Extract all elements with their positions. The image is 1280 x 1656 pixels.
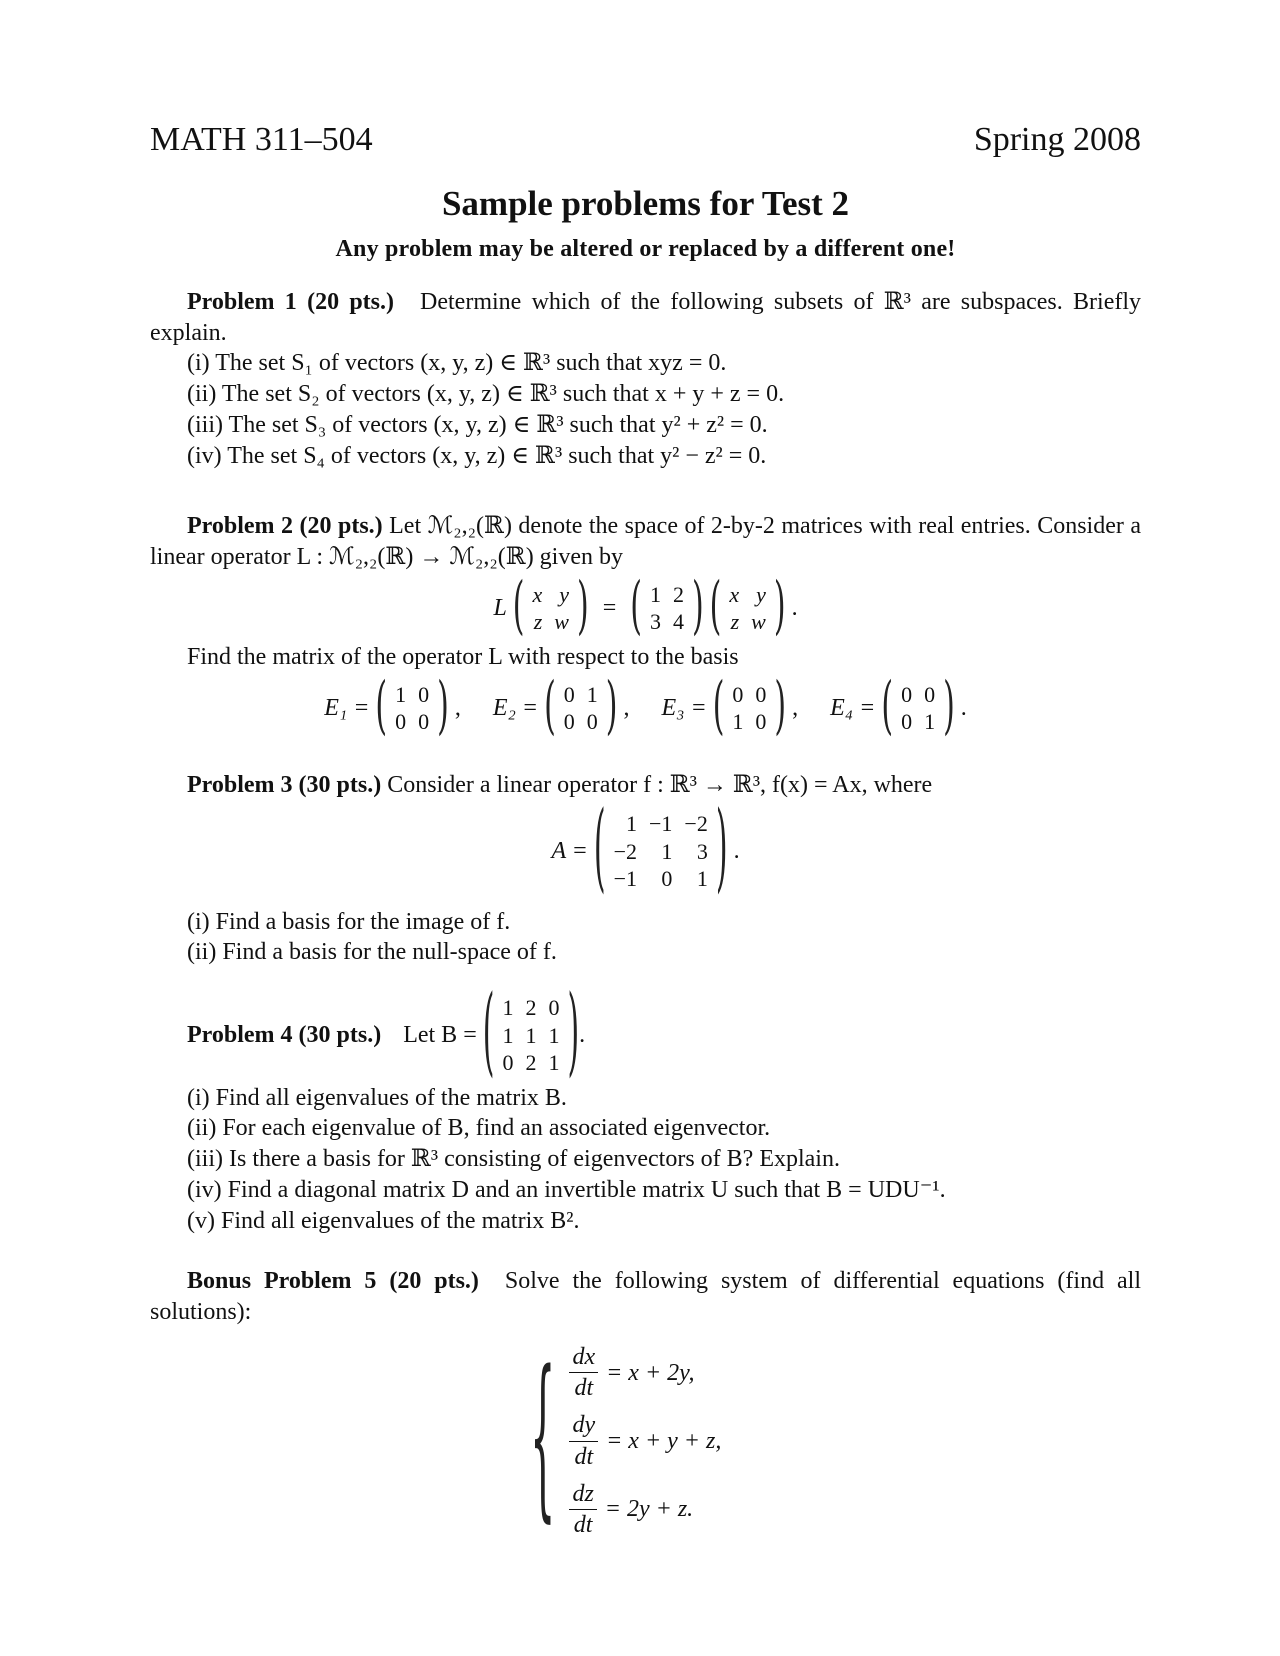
matrix-cell: z	[533, 609, 543, 635]
matrix-table	[644, 581, 690, 636]
course-label: MATH 311–504	[150, 121, 373, 158]
matrix-cell: 0	[548, 995, 560, 1021]
problem-4-items	[187, 1083, 1141, 1237]
matrix-table	[608, 810, 714, 893]
matrix-table	[895, 681, 941, 736]
matrix-cell: x	[729, 581, 740, 607]
problem-3-text: Consider a linear operator f : ℝ³ → ℝ³, f(x) = Ax, where	[387, 771, 933, 798]
matrix-cell: 2	[525, 995, 537, 1021]
matrix-cell: 1	[548, 1050, 560, 1076]
list-item: (iv) Find a diagonal matrix D and an invertible matrix U such that B = UDU⁻¹.	[187, 1176, 946, 1203]
operator-symbol: L	[493, 594, 507, 621]
basis-label-3: E₃ =	[661, 694, 707, 721]
matrix-cell: 0	[586, 709, 598, 734]
matrix-cell: y	[559, 581, 569, 607]
matrix-cell: x	[532, 581, 543, 607]
matrix-cell: 1	[626, 811, 637, 837]
matrix-cell: 0	[732, 681, 744, 707]
list-item: (ii) For each eigenvalue of B, find an associated eigenvector.	[187, 1115, 771, 1142]
list-item: (ii) The set S₂ of vectors (x, y, z) ∈ ℝ³ such that x + y + z = 0.	[187, 381, 785, 408]
matrix-cell: −1	[649, 811, 673, 837]
matrix-cell: 1	[502, 1022, 514, 1048]
matrix-cell: y	[756, 581, 766, 607]
list-item: (i) Find all eigenvalues of the matrix B.	[187, 1084, 567, 1111]
list-item: (ii) Find a basis for the null-space of f.	[187, 939, 557, 966]
list-item: (iv) The set S₄ of vectors (x, y, z) ∈ ℝ³ such that y² − z² = 0.	[187, 442, 767, 469]
problem-3-items	[187, 907, 1141, 968]
matrix-cell: 0	[418, 681, 430, 707]
document-page	[150, 118, 1141, 1547]
matrix-cell: 1	[661, 838, 673, 864]
list-item: (v) Find all eigenvalues of the matrix B².	[187, 1207, 580, 1234]
matrix-cell: −2	[613, 838, 637, 864]
list-item: (i) The set S₁ of vectors (x, y, z) ∈ ℝ³ such that xyz = 0.	[187, 350, 727, 377]
problem-5-heading: Bonus Problem 5 (20 pts.)	[187, 1268, 479, 1295]
problem-1-heading: Problem 1 (20 pts.)	[187, 289, 395, 316]
var-matrix: ( x y z w )	[512, 570, 589, 644]
basis-label-1: E₁ =	[324, 694, 370, 721]
matrix-cell: 1	[732, 709, 744, 734]
matrix-cell: 1	[586, 681, 598, 707]
problem-5	[150, 1266, 1141, 1547]
matrix-cell: 0	[395, 709, 407, 734]
matrix-cell: 1	[548, 1022, 560, 1048]
problem-3-heading: Problem 3 (30 pts.)	[187, 771, 382, 798]
problem-2-find-text: Find the matrix of the operator L with respect to the basis	[187, 643, 739, 670]
matrix-cell: 3	[696, 838, 708, 864]
ode-equation: $\frac{dx}{dt}$ = x + 2y,	[569, 1342, 721, 1404]
matrix-cell: w	[751, 609, 766, 635]
page-subtitle: Any problem may be altered or replaced by a different one!	[335, 236, 956, 263]
problem-4-heading: Problem 4 (30 pts.)	[187, 1022, 382, 1049]
matrix-table	[558, 681, 604, 736]
problem-1-items	[187, 348, 1141, 471]
ode-equation: $\frac{dz}{dt}$ = 2y + z.	[569, 1479, 721, 1541]
matrix-table	[496, 994, 565, 1077]
matrix-table	[726, 681, 772, 736]
problem-4-let: Let B =	[403, 1022, 477, 1049]
matrix-cell: 3	[649, 609, 661, 635]
matrix-cell: z	[730, 609, 740, 635]
matrix-cell: 0	[901, 681, 913, 707]
matrix-table	[527, 581, 575, 636]
matrix-cell: 0	[563, 681, 575, 707]
matrix-cell: 2	[672, 581, 684, 607]
problem-1	[150, 287, 1141, 471]
basis-label-2: E₂ =	[492, 694, 539, 721]
basis-row: E₁ = ( 1 0 0 0 ) , E₂ = ( 0 1 0 0 ) , E₃ = ( 0 0 1 0 ) , E₄ = ( 0 0 0 1 ) .	[324, 669, 967, 744]
problem-4: Problem 4 (30 pts.) Let B = ( 1 2 0 1 1 1 0 2 1 ) . (i) Find all eigenvalues of the matrix B. (ii) For each eigenvalue of B, find an associated eigenvector. (iii) Is there a basis for ℝ³ consisting of eigenvectors of B? Explain. (iv) Find a diagonal matrix D and an invertible matrix U such that B = UDU⁻¹. (v) Find all eigenvalues of the matrix B².	[150, 994, 1141, 1236]
matrix-cell: 1	[924, 709, 936, 734]
matrix-cell: 0	[924, 681, 936, 707]
matrix-cell: 1	[525, 1022, 537, 1048]
matrix-cell: 0	[563, 709, 575, 734]
term-label: Spring 2008	[973, 121, 1141, 158]
coef-matrix: ( 1 2 3 4 )	[630, 570, 704, 644]
matrix-cell: 1	[696, 866, 708, 892]
matrix-cell: 0	[901, 709, 913, 734]
matrix-cell: 1	[395, 681, 407, 707]
matrix-cell: −2	[684, 811, 708, 837]
matrix-table	[389, 681, 435, 736]
list-item: (iii) The set S₃ of vectors (x, y, z) ∈ ℝ³ such that y² + z² = 0.	[187, 411, 768, 438]
ode-system: { $\frac{dx}{dt}$ = x + 2y, $\frac{dy}{dt}$ = x + y + z, $\frac{dz}{dt}$ = 2y + z.	[530, 1337, 722, 1540]
problem-3	[150, 770, 1141, 969]
matrix-cell: 4	[672, 609, 684, 635]
list-item: (i) Find a basis for the image of f.	[187, 908, 511, 935]
matrix-A-label: A =	[551, 838, 588, 865]
list-item: (iii) Is there a basis for ℝ³ consisting of eigenvectors of B? Explain.	[187, 1146, 840, 1173]
matrix-cell: −1	[613, 866, 637, 892]
problem-2-text: Let ℳ₂,₂(ℝ) denote the space of 2-by-2 matrices with real entries. Consider a linear operator L : ℳ₂,₂(ℝ) → ℳ₂,₂(ℝ) given by	[150, 513, 1142, 571]
matrix-table	[723, 581, 771, 636]
matrix-B: ( 1 2 0 1 1 1 0 2 1 )	[482, 977, 580, 1090]
problem-1-text: Determine which of the following subsets of ℝ³ are subspaces. Briefly explain.	[150, 289, 1142, 346]
problem-2	[150, 511, 1142, 744]
problem-2-heading: Problem 2 (20 pts.)	[187, 513, 383, 540]
matrix-cell: 0	[755, 709, 767, 734]
page-title: Sample problems for Test 2	[441, 183, 850, 223]
matrix-cell: 2	[525, 1050, 537, 1076]
ode-equation: $\frac{dy}{dt}$ = x + y + z,	[569, 1410, 721, 1472]
matrix-A: A = ( 1 −1 −2 −2 1 3 −1 0 1 ) .	[551, 793, 740, 906]
problem-5-text: Solve the following system of differential equations (find all solutions):	[150, 1268, 1141, 1325]
page-header	[150, 118, 1141, 162]
basis-label-4: E₄ =	[830, 694, 876, 721]
var-matrix-right: ( x y z w )	[709, 570, 786, 644]
matrix-cell: 0	[502, 1050, 514, 1076]
matrix-cell: 0	[661, 866, 673, 892]
matrix-cell: 1	[502, 995, 514, 1021]
matrix-cell: 0	[755, 681, 767, 707]
matrix-cell: 0	[418, 709, 430, 734]
matrix-cell: 1	[649, 581, 661, 607]
operator-definition: L ( x y z w ) = ( 1 2 3 4 ) ( x y z w ) .	[493, 570, 798, 644]
matrix-cell: w	[554, 609, 569, 635]
